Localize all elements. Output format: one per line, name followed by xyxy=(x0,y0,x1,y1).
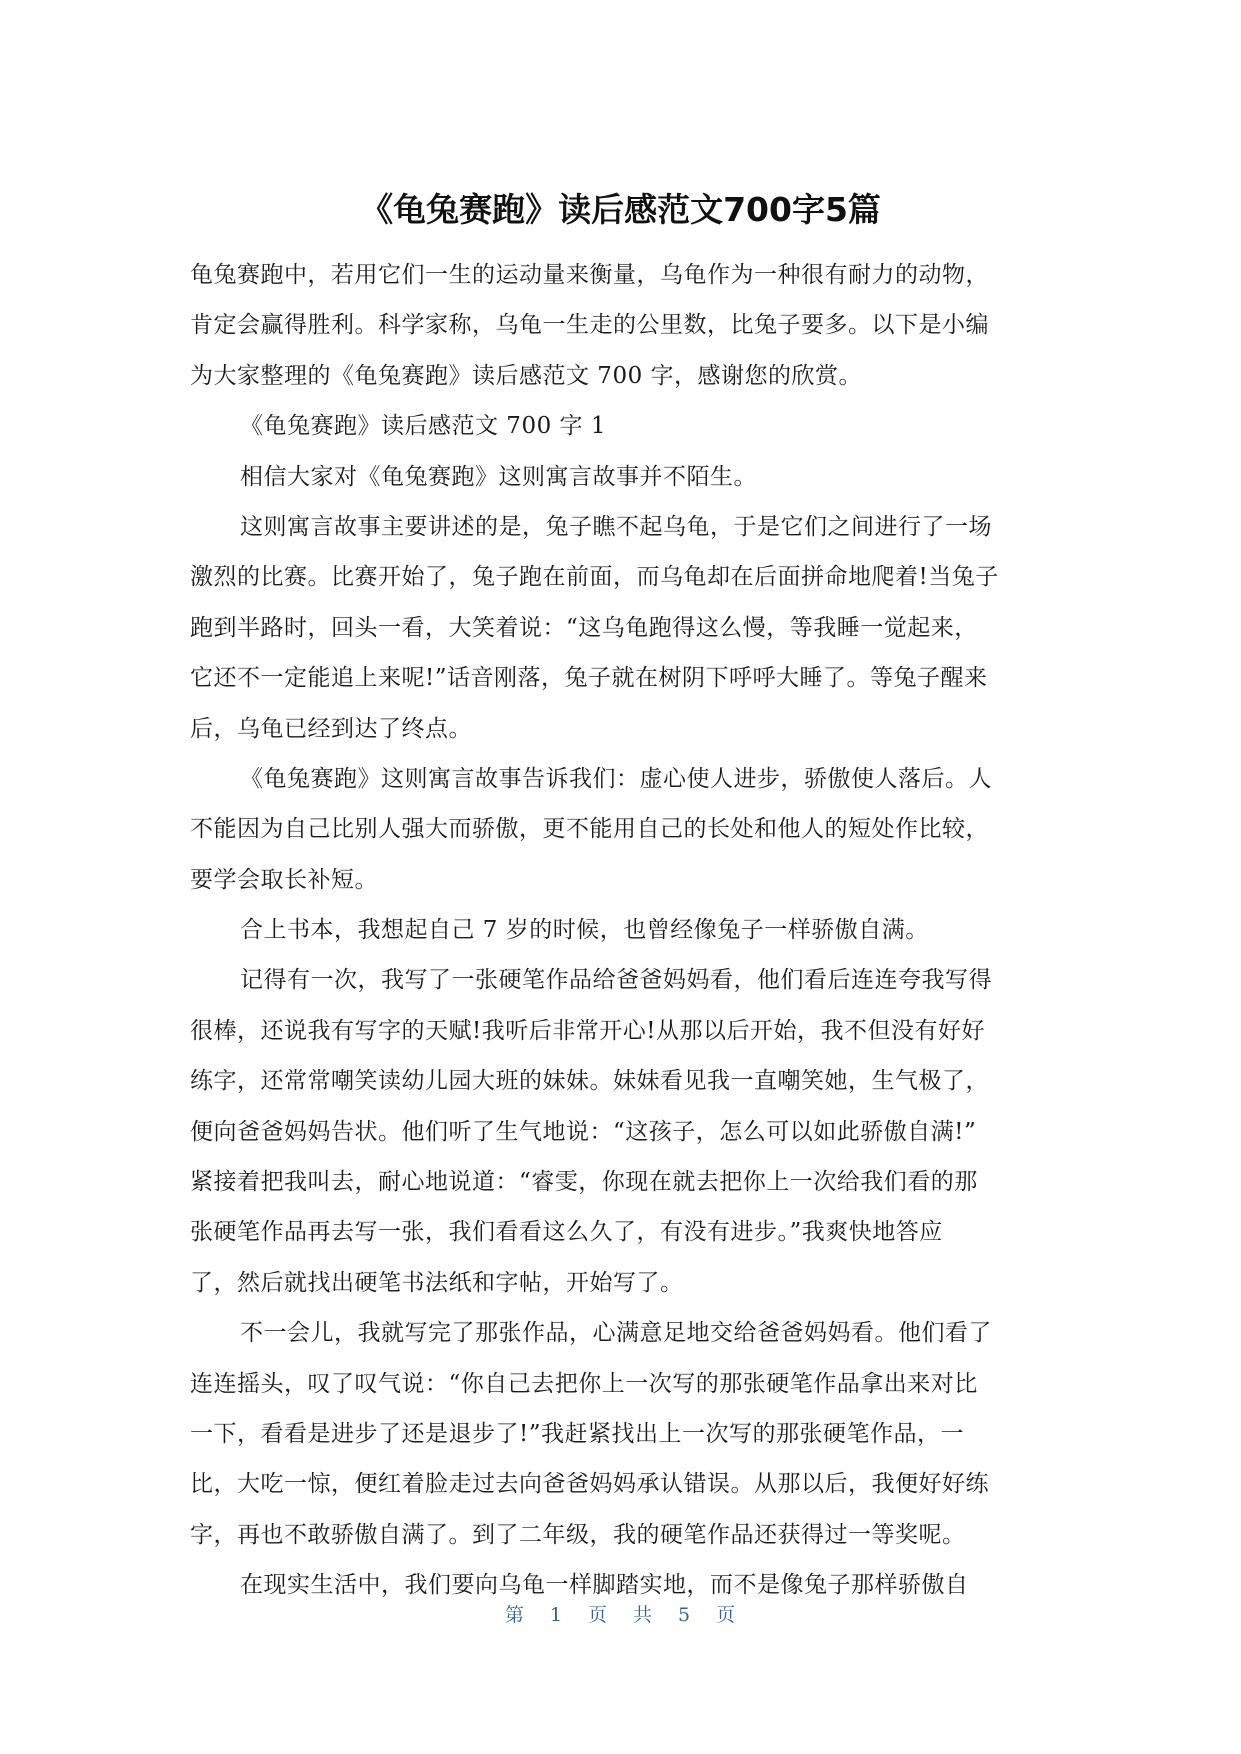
document-body xyxy=(190,250,1060,1611)
text-line: 龟兔赛跑中，若用它们一生的运动量来衡量，乌龟作为一种很有耐力的动物， xyxy=(190,262,989,288)
text-line: 很棒，还说我有写字的天赋!我听后非常开心!从那以后开始，我不但没有好好 xyxy=(190,1017,985,1044)
text-line: 要学会取长补短。 xyxy=(190,866,378,893)
text-line: 练字，还常常嘲笑读幼儿园大班的妹妹。妹妹看见我一直嘲笑她，生气极了， xyxy=(190,1068,989,1095)
text-line: 张硬笔作品再去写一张，我们看看这么久了，有没有进步。”我爽快地答应 xyxy=(190,1219,943,1246)
text-line: 连连摇头，叹了叹气说：“你自己去把你上一次写的那张硬笔作品拿出来对比 xyxy=(190,1370,978,1397)
text-line: 《龟兔赛跑》读后感范文 700 字 1 xyxy=(240,413,606,440)
text-line: 一下，看看是进步了还是退步了!”我赶紧找出上一次写的那张硬笔作品，一 xyxy=(190,1420,965,1447)
text-line: 相信大家对《龟兔赛跑》这则寓言故事并不陌生。 xyxy=(240,463,757,490)
text-line: 了，然后就找出硬笔书法纸和字帖，开始写了。 xyxy=(190,1269,684,1296)
text-line: 比，大吃一惊，便红着脸走过去向爸爸妈妈承认错误。从那以后，我便好好练 xyxy=(190,1471,989,1498)
text-line: 跑到半路时，回头一看，大笑着说：“这乌龟跑得这么慢，等我睡一觉起来， xyxy=(190,614,978,641)
text-line: 字，再也不敢骄傲自满了。到了二年级，我的硬笔作品还获得过一等奖呢。 xyxy=(190,1521,966,1548)
text-line: 不能因为自己比别人强大而骄傲，更不能用自己的长处和他人的短处作比较， xyxy=(190,816,989,843)
text-line: 这则寓言故事主要讲述的是，兔子瞧不起乌龟，于是它们之间进行了一场 xyxy=(240,513,992,540)
document-title: 《龟兔赛跑》读后感范文700字5篇 xyxy=(360,190,881,229)
text-line: 激烈的比赛。比赛开始了，兔子跑在前面，而乌龟却在后面拼命地爬着!当兔子 xyxy=(190,564,999,591)
text-line: 记得有一次，我写了一张硬笔作品给爸爸妈妈看，他们看后连连夸我写得 xyxy=(240,967,992,994)
text-line: 在现实生活中，我们要向乌龟一样脚踏实地，而不是像兔子那样骄傲自 xyxy=(240,1572,969,1599)
text-line: 《龟兔赛跑》这则寓言故事告诉我们：虚心使人进步，骄傲使人落后。人 xyxy=(240,765,992,792)
text-line: 它还不一定能追上来呢!”话音刚落，兔子就在树阴下呼呼大睡了。等兔子醒来 xyxy=(190,665,988,692)
text-line: 紧接着把我叫去，耐心地说道：“睿雯，你现在就去把你上一次给我们看的那 xyxy=(190,1169,978,1196)
text-line: 合上书本，我想起自己 7 岁的时候，也曾经像兔子一样骄傲自满。 xyxy=(240,917,929,944)
text-line: 便向爸爸妈妈告状。他们听了生气地说：“这孩子，怎么可以如此骄傲自满!” xyxy=(190,1118,977,1145)
text-line: 不一会儿，我就写完了那张作品，心满意足地交给爸爸妈妈看。他们看了 xyxy=(240,1320,992,1347)
text-line: 肯定会赢得胜利。科学家称，乌龟一生走的公里数，比兔子要多。以下是小编 xyxy=(190,312,989,339)
text-line: 后，乌龟已经到达了终点。 xyxy=(190,715,472,742)
text-line: 为大家整理的《龟兔赛跑》读后感范文 700 字，感谢您的欣赏。 xyxy=(190,362,863,389)
page-footer: 第 1 页 共 5 页 xyxy=(504,1604,737,1626)
